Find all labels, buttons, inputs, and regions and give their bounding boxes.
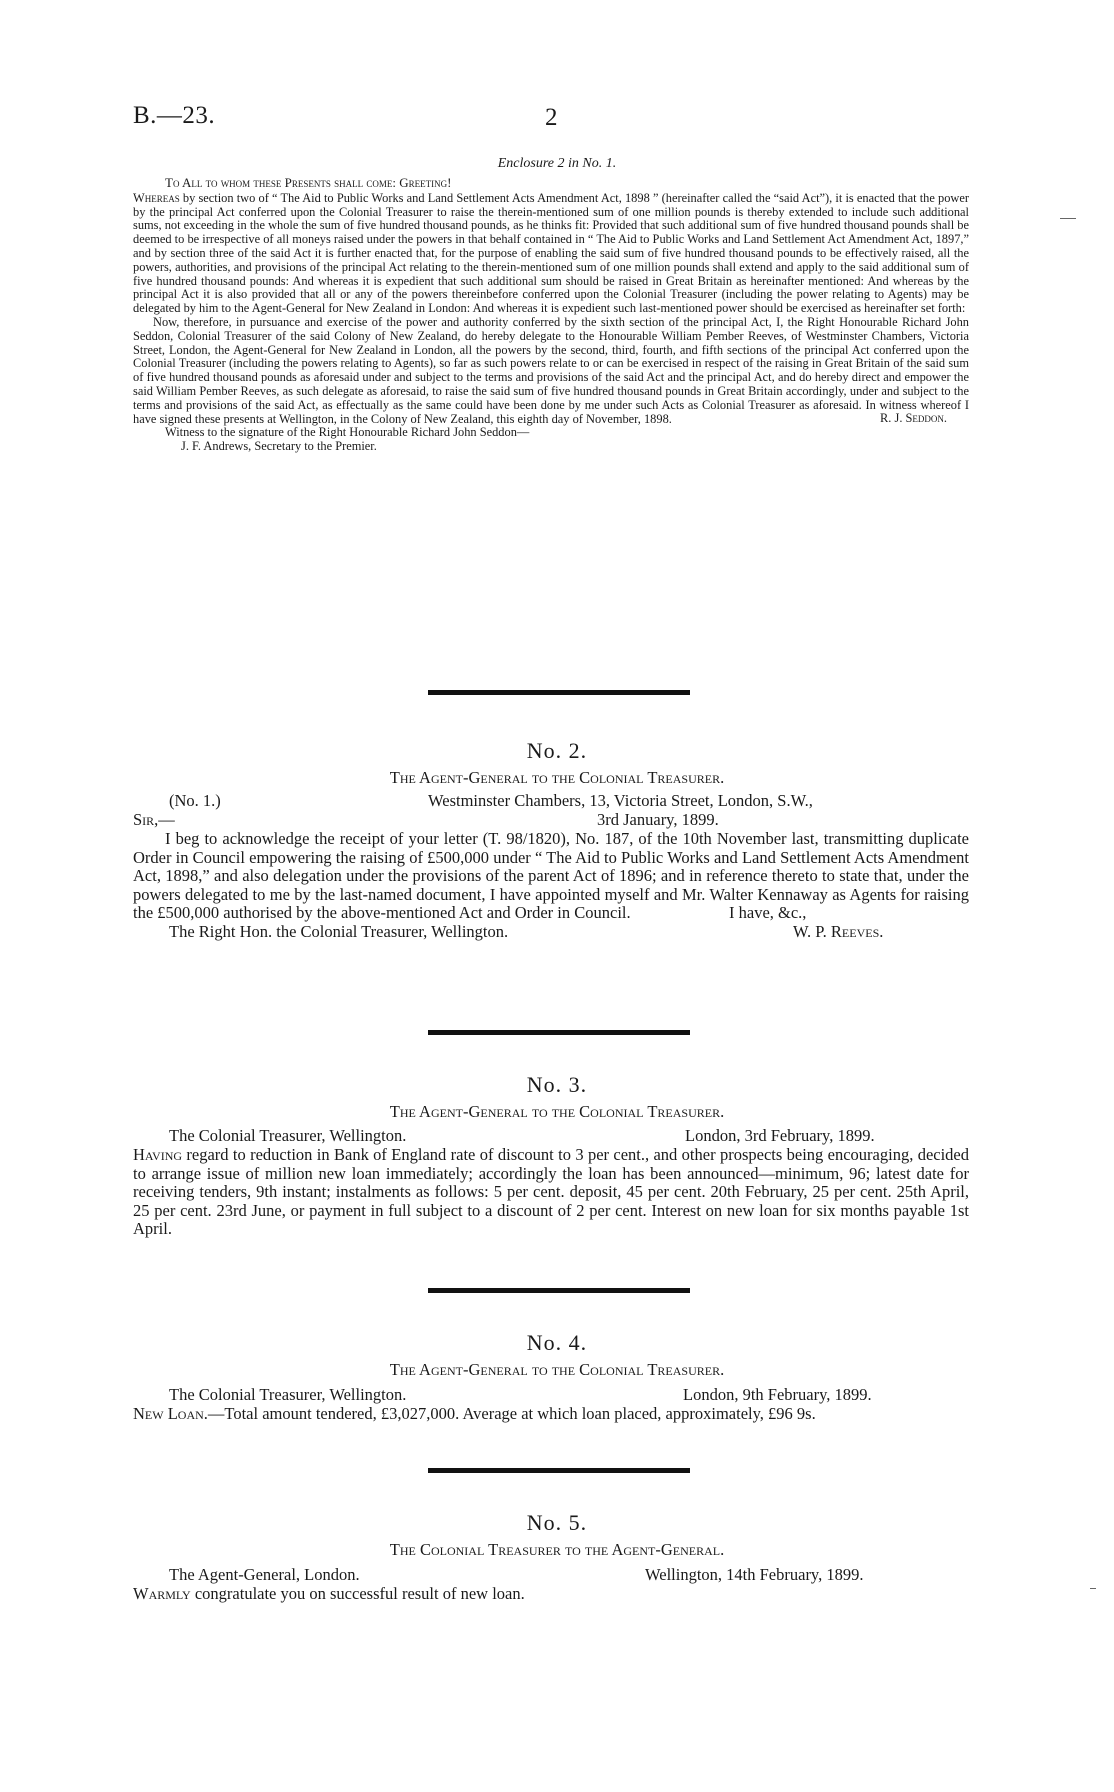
letter-3 <box>133 1127 969 1239</box>
letter-number: No. 2. <box>526 738 588 763</box>
letter-number: No. 4. <box>526 1330 588 1355</box>
letter-heading: The Colonial Treasurer to the Agent-General. <box>389 1540 725 1559</box>
section-divider <box>428 1468 690 1473</box>
letter-5 <box>133 1566 969 1604</box>
margin-mark <box>1060 218 1076 219</box>
letter-address: Westminster Chambers, 13, Victoria Street, London, S.W., <box>428 791 813 810</box>
enclosure-title: Enclosure 2 in No. 1. <box>497 156 617 171</box>
enclosure-salutation: To All to whom these Presents shall come: Greeting! <box>165 175 452 190</box>
letter-addressee: The Right Hon. the Colonial Treasurer, Wellington. <box>169 921 509 941</box>
letter-ref: (No. 1.) <box>169 791 221 810</box>
letter-date: Wellington, 14th February, 1899. <box>645 1565 864 1584</box>
page-number: 2 <box>545 104 558 131</box>
section-divider <box>428 1288 690 1293</box>
paragraph-text: —Total amount tendered, £3,027,000. Average at which loan placed, approximately, £96 9s. <box>207 1404 816 1423</box>
letter-addressee: The Agent-General, London. <box>169 1565 360 1584</box>
letter-heading: The Agent-General to the Colonial Treasurer. <box>389 1102 725 1121</box>
letter-signature: W. P. Reeves. <box>793 921 884 941</box>
letter-heading: The Agent-General to the Colonial Treasurer. <box>389 1360 725 1379</box>
letter-number: No. 3. <box>526 1072 588 1097</box>
letter-body <box>133 1146 969 1239</box>
letter-4 <box>133 1386 969 1424</box>
witness-line: Witness to the signature of the Right Honourable Richard John Seddon— <box>165 425 530 440</box>
paragraph-lead: Having <box>133 1145 183 1164</box>
letter-body <box>133 1585 969 1604</box>
margin-mark <box>1090 1588 1096 1589</box>
enclosure-signature: R. J. Seddon. <box>880 411 947 426</box>
letter-number: No. 5. <box>526 1510 588 1535</box>
letter-salutation: Sir,— <box>133 810 175 829</box>
paragraph-text: congratulate you on successful result of new loan. <box>194 1584 525 1603</box>
paragraph-lead: New Loan. <box>133 1404 208 1423</box>
witness-name: J. F. Andrews, Secretary to the Premier. <box>181 438 377 453</box>
letter-addressee: The Colonial Treasurer, Wellington. <box>169 1385 407 1404</box>
letter-body <box>133 1405 969 1424</box>
enclosure-body <box>133 176 969 454</box>
letter-date: London, 9th February, 1899. <box>683 1385 872 1404</box>
enclosure-paragraph-1 <box>133 192 969 316</box>
letter-body: I beg to acknowledge the receipt of your letter (T. 98/1820), No. 187, of the 10th November last, transmitting duplicate Order in Council empowering the raising of £500,000 under “ The Aid to Public Works and Land Settlement Acts Amendment Act, 1898,” and also delegation under the provisions of the parent Act of 1896; and in reference thereto to state that, under the powers delegated to me by the last-named document, I have appointed myself and Mr. Walter Kennaway as Agents for raising the £500,000 authorised by the above-mentioned Act and Order in Council. <box>133 829 969 922</box>
letter-closing: I have, &c., <box>729 902 807 922</box>
letter-heading: The Agent-General to the Colonial Treasurer. <box>389 768 725 787</box>
letter-date: 3rd January, 1899. <box>597 810 719 829</box>
paragraph-lead: Warmly <box>133 1584 191 1603</box>
section-divider <box>428 690 690 695</box>
enclosure-paragraph-2 <box>133 316 969 426</box>
letter-date: London, 3rd February, 1899. <box>685 1126 875 1145</box>
document-reference: B.—23. <box>133 102 216 129</box>
paragraph-text: Now, therefore, in pursuance and exercise of the power and authority conferred by the sixth section of the principal Act, I, the Right Honourable Richard John Seddon, Colonial Treasurer of the said Colony of New Zealand, do hereby delegate to the Honourable William Pember Reeves, of Westminster Chambers, Victoria Street, London, the Agent-General for New Zealand in London, all the powers by the second, third, fourth, and fifth sections of the principal Act conferred upon the Colonial Treasurer (including the powers relating to Agents), so far as such powers relate to or can be exercised in respect of the raising in Great Britain of the said sum of five hundred thousand pounds as aforesaid under and subject to the terms and provisions of the said Act and the principal Act, and do hereby direct and empower the said William Pember Reeves, as such delegate as aforesaid, to raise the said sum of five hundred thousand pounds in Great Britain accordingly, under and subject to the terms and provisions of the said Act, as effectually as the same could have been done by me under such Acts as Colonial Treasurer as aforesaid. In witness whereof I have signed these presents at Wellington, in the Colony of New Zealand, this eighth day of November, 1898. <box>133 314 969 426</box>
paragraph-text: regard to reduction in Bank of England rate of discount to 3 per cent., and other prospects being encouraging, decided to arrange issue of million new loan immediately; accordingly the loan has been announced—minimum, 96; latest date for receiving tenders, 9th instant; instalments as follows: 5 per cent. deposit, 45 per cent. 20th February, 25 per cent. 25th April, 25 per cent. 23rd June, or payment in full subject to a discount of 2 per cent. Interest on new loan for six months payable 1st April. <box>133 1145 970 1238</box>
letter-addressee: The Colonial Treasurer, Wellington. <box>169 1126 407 1145</box>
paragraph-lead: Whereas <box>133 190 180 205</box>
paragraph-text: by section two of “ The Aid to Public Works and Land Settlement Acts Amendment Act, 1898 ” (hereinafter called the “said Act”), it is enacted that the power by the principal Act conferred upon the Colonial Treasurer to raise the therein-mentioned sum of one million pounds is thereby extended to include such additional sums, not exceeding in the whole the sum of five hundred thousand pounds, as he thinks fit: Provided that such additional sum of five hundred thousand pounds shall be deemed to be irrespective of all moneys raised under the powers in that behalf contained in “ The Aid to Public Works and Land Settlement Act Amendment Act, 1897,” and by section three of the said Act it is further enacted that, for the purpose of enabling the said sum of five hundred thousand pounds to be effectively raised, all the powers, authorities, and provisions of the principal Act relating to the therein-mentioned sum of one million pounds shall extend and apply to the said additional sum of five hundred thousand pounds: And whereas it is expedient that such additional sum should be raised in Great Britain as hereinafter mentioned: And whereas by the principal Act it is also provided that all or any of the powers thereinbefore conferred upon the Colonial Treasurer (including the power relating to Agents) may be delegated by him to the Agent-General for New Zealand in London: And whereas it is expedient such last-mentioned power should be exercised as hereinafter set forth: <box>133 190 969 316</box>
letter-2 <box>133 792 969 942</box>
section-divider <box>428 1030 690 1035</box>
